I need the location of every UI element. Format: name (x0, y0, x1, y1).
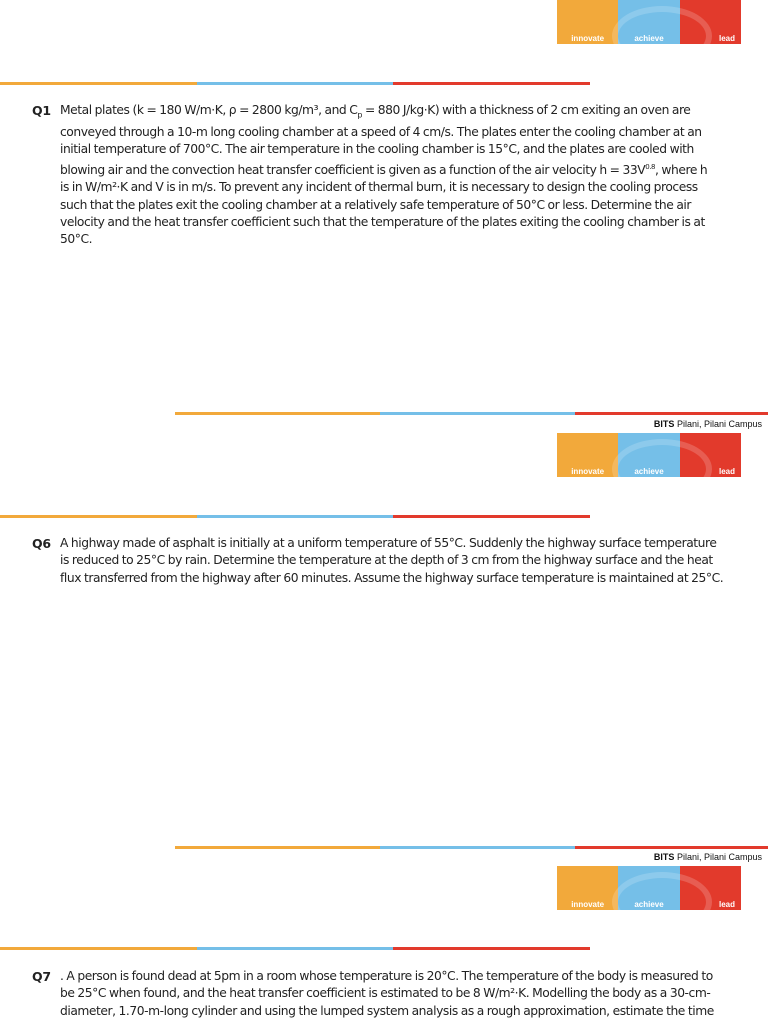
bits-logo (557, 0, 741, 44)
logo-achieve: achieve (634, 900, 664, 909)
logo-innovate: innovate (571, 467, 605, 476)
logo-innovate: innovate (571, 900, 605, 909)
logo-lead: lead (718, 900, 735, 909)
question-text: . A person is found dead at 5pm in a room whose temperature is 20°C. The temperature of the body is measured to be 25°C when found, and the heat transfer coefficient is estimated to be 8 W/m²·K. Modelling the body as a 30-cm- diameter, 1.70-m-long cylinder and using the lumped system analysis as a rough approximation, estimate the time (60, 969, 714, 1018)
header-stripe (0, 82, 590, 85)
bits-logo (557, 866, 741, 910)
logo-achieve: achieve (634, 467, 664, 476)
footer-stripe (175, 846, 768, 849)
logo-lead: lead (718, 34, 735, 43)
header-stripe (0, 947, 590, 950)
footer-campus: BITS Pilani, Pilani Campus (653, 419, 762, 429)
question-label: Q1 (32, 103, 51, 118)
bits-logo (557, 433, 741, 477)
question-text: A highway made of asphalt is initially at a uniform temperature of 55°C. Suddenly the highway surface temperature is reduced to 25°C by rain. Determine the temperature at the depth of 3 cm from the highway surface and the heat flux transferred from the highway after 60 minutes. Assume the highway surface temperature is maintained at 25°C. (60, 536, 724, 585)
footer-stripe (175, 412, 768, 415)
question-text: Metal plates (k = 180 W/m·K, ρ = 2800 kg/m³, and $C_p = 880$ J/kg·K) with a thickness of 2 cm exiting an oven are conveyed through a 10-m long cooling chamber at a speed of 4 cm/s. The plates enter the cooling chamber at an initial temperature of 700°C. The air temperature in the cooling chamber is 15°C, and the plates are cooled with blowing air and the convection heat transfer coefficient is given as a function of the air velocity $h = 33V^{0.8}$, where h is in W/m²·K and V is in m/s. To prevent any incident of thermal burn, it is necessary to design the cooling process such that the plates exit the cooling chamber at a relatively safe temperature of 50°C or less. Determine the air velocity and the heat transfer coefficient such that the temperature of the plates exiting the cooling chamber is at 50°C. (60, 103, 708, 247)
question-label: Q6 (32, 536, 51, 551)
question-label: Q7 (32, 969, 51, 984)
footer-campus: BITS Pilani, Pilani Campus (653, 852, 762, 862)
header-stripe (0, 515, 590, 518)
logo-innovate: innovate (571, 34, 605, 43)
logo-achieve: achieve (634, 34, 664, 43)
slide-q1 (0, 0, 768, 430)
logo-lead: lead (718, 467, 735, 476)
